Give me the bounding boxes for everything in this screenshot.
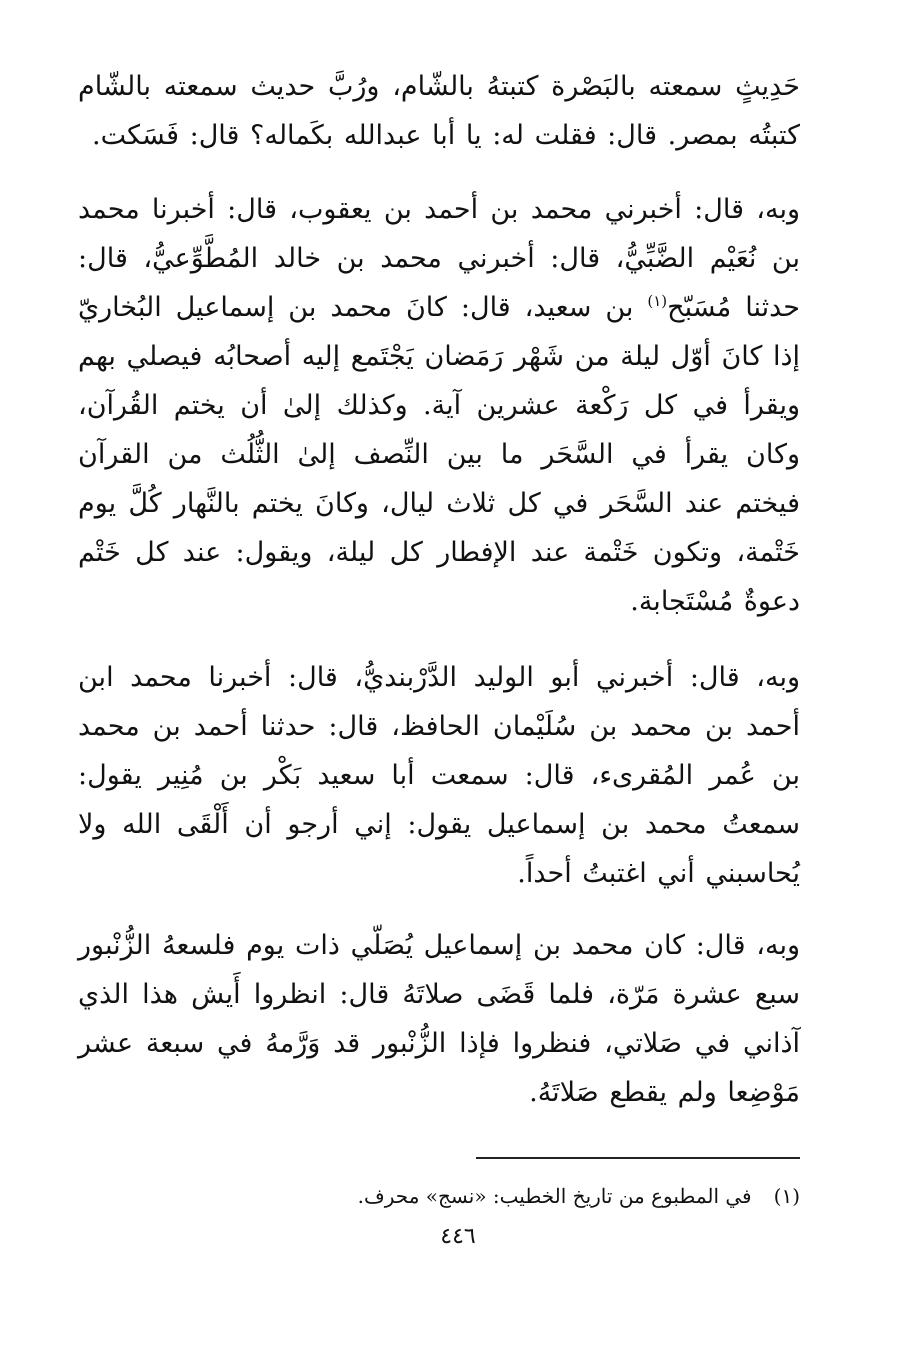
- paragraph-3-text: وبه، قال: أخبرني أبو الوليد الدَّرْبنديُّ، قال: أخبرنا محمد ابن أحمد بن محمد بن سُلَيْمان الحافظ، قال: حدثنا أحمد بن محمد بن عُمر المُقرىء، قال: سمعت أبا سعيد بَكْر بن مُنِير يقول: سمعتُ محمد بن إسماعيل يقول: إني أرجو أن أَلْقَى الله ولا يُحاسبني أني اغتبتُ أحداً.: [78, 662, 800, 889]
- page-number: ٤٤٦: [440, 1224, 476, 1249]
- paragraph-2-text-start: وبه، قال: أخبرني محمد بن أحمد بن يعقوب، قال: أخبرنا محمد بن نُعَيْم الضَّبِّيُّ، قال: أخبرني محمد بن خالد المُطَّوِّعيُّ، قال: حدثنا مُسَبّح: [78, 194, 800, 323]
- paragraph-2-text-end: بن سعيد، قال: كانَ محمد بن إسماعيل البُخاريّ إذا كانَ أوّل ليلة من شَهْر رَمَضان يَجْتَمع إليه أصحابُه فيصلي بهم ويقرأ في كل رَكْعة عشرين آية. وكذلك إلىٰ أن يختم القُرآن، وكان يقرأ في السَّحَر ما بين النِّصف إلىٰ الثُّلُث من القرآن فيختم عند السَّحَر في كل ثلاث ليال، وكانَ يختم بالنَّهار كُلَّ يوم خَتْمة، وتكون خَتْمة عند الإفطار كل ليلة، ويقول: عند كل خَتْم دعوةٌ مُسْتَجابة.: [78, 292, 800, 617]
- paragraph-3: [78, 653, 800, 898]
- paragraph-2: [78, 185, 800, 626]
- paragraph-4-text: وبه، قال: كان محمد بن إسماعيل يُصَلّي ذات يوم فلسعهُ الزُّنْبور سبع عشرة مَرّة، فلما قَضَى صلاتَهُ قال: انظروا أَيش هذا الذي آذاني في صَلاتي، فنظروا فإذا الزُّنْبور قد وَرَّمهُ في سبعة عشر مَوْضِعا ولم يقطع صَلاتَهُ.: [78, 930, 800, 1108]
- paragraph-1: [78, 62, 800, 160]
- footnote-number: (١): [773, 1184, 800, 1208]
- footnote: [78, 1181, 800, 1211]
- paragraph-1-text: حَدِيثٍ سمعته بالبَصْرة كتبتهُ بالشّام، ورُبَّ حديث سمعته بالشّام كتبتُه بمصر. قال: فقلت له: يا أبا عبدالله بكَماله؟ قال: فَسَكت.: [78, 71, 800, 151]
- paragraph-4: [78, 921, 800, 1117]
- footnote-text: في المطبوع من تاريخ الخطيب: «نسج» محرف.: [357, 1184, 752, 1208]
- paragraph-2-text: [78, 185, 800, 626]
- footnote-divider: [476, 1157, 800, 1159]
- footnote-reference: (١): [647, 292, 668, 310]
